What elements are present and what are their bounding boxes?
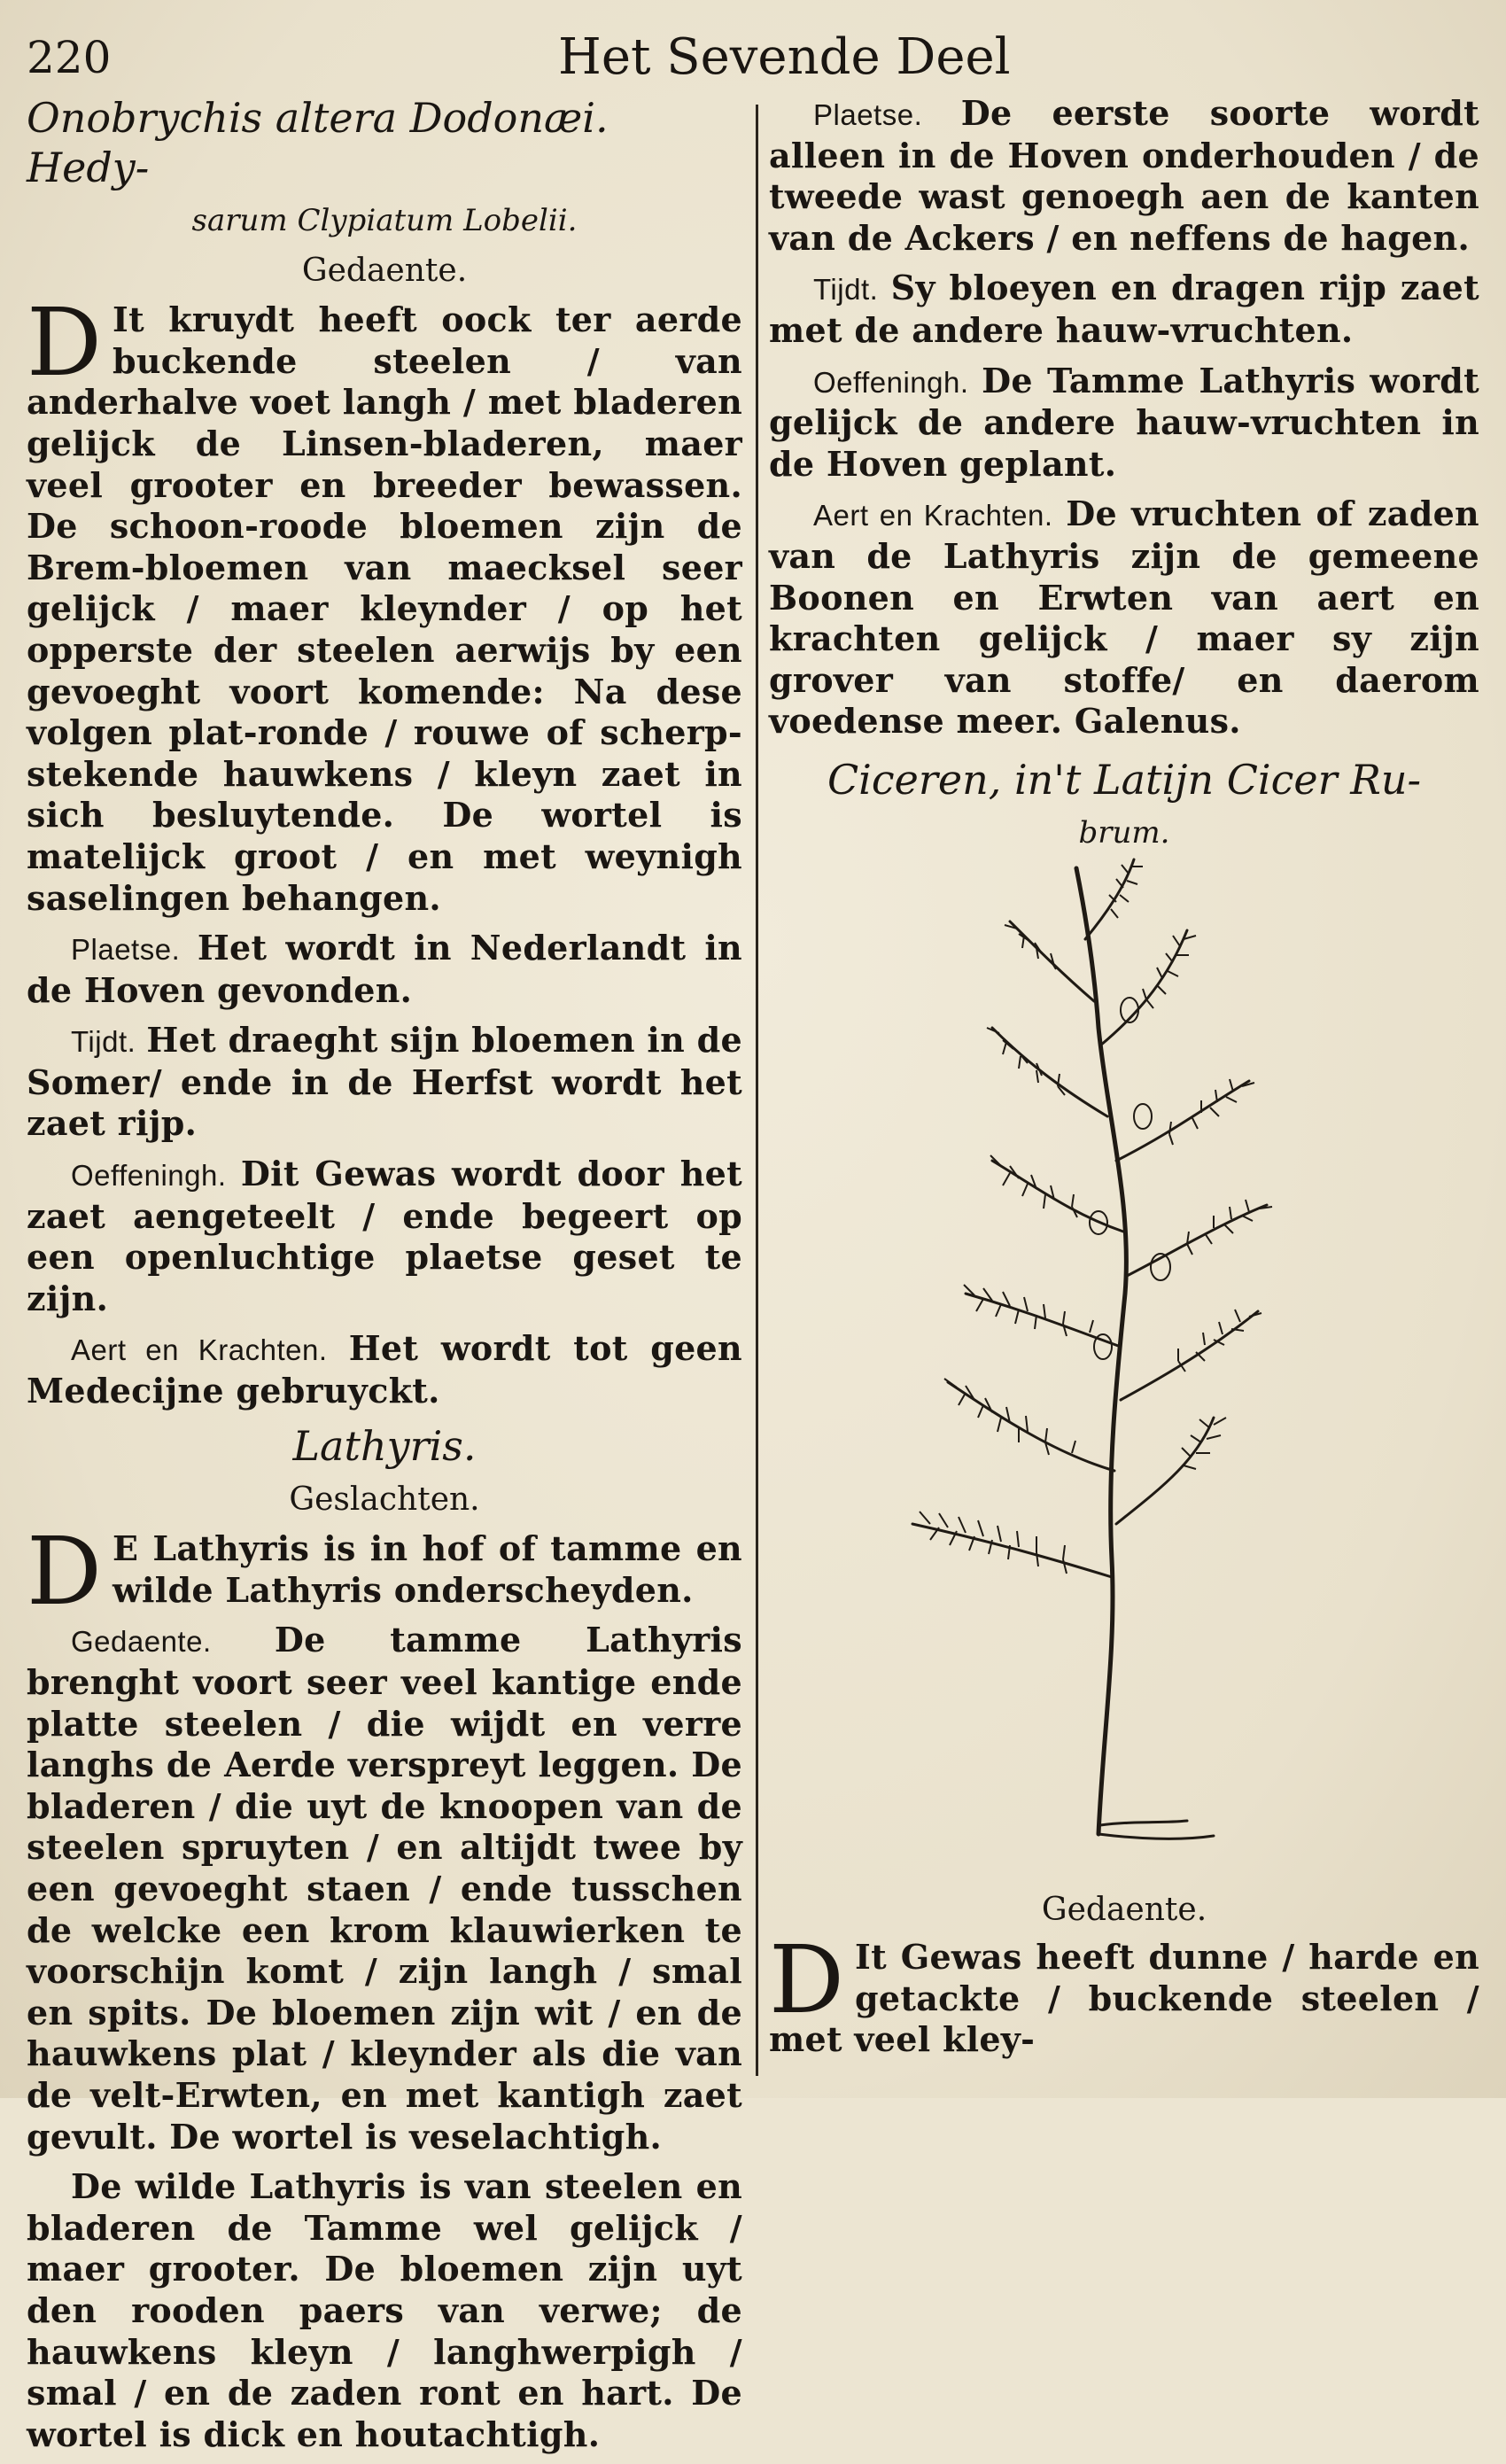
paragraph-tijdt-right: Tijdt. Sy bloeyen en dragen rijp zaet met de andere hauw-vruchten.: [769, 268, 1479, 350]
drop-cap: D: [27, 288, 102, 398]
paragraph-oeffeningh-right: Oeffeningh. De Tamme Lathyris wordt gelijck de andere hauw-vruchten in de Hoven geplant.: [769, 360, 1479, 484]
drop-cap: D: [769, 1925, 844, 2034]
paragraph-gedaente-ciceren: D It Gewas heeft dunne / harde en getackte / buckende steelen / met veel kley-: [769, 1925, 1479, 2060]
paragraph-plaetse-right: Plaetse. De eerste soorte wordt alleen in de Hoven onderhouden / de tweede wast genoegh aen de kanten van de Ackers / en neffens de hagen.: [769, 93, 1479, 258]
drop-cap: D: [27, 1517, 102, 1627]
column-divider: [756, 105, 758, 2076]
paragraph-wilde-lathyris: De wilde Lathyris is van steelen en bladeren de Tamme wel gelijck / maer grooter. De bloemen zijn uyt den rooden paers van verwe; de hauwkens kleyn / langhwerpigh / smal / en de zaden ront en hart. De wortel is dick en houtachtigh.: [27, 2166, 742, 2454]
paragraph-aert-right: Aert en Krachten. De vruchten of zaden van de Lathyris zijn de gemeene Boonen en Erwten van aert en krachten gelijck / maer sy zijn grover van stoffe/ en daerom voedense meer. Galenus.: [769, 494, 1479, 742]
left-column: [27, 93, 742, 2464]
running-title: Het Sevende Deel: [558, 28, 1011, 86]
paragraph-geslachten: D E Lathyris is in hof of tamme en wilde Lathyris onderscheyden.: [27, 1517, 742, 1627]
paragraph-plaetse: Plaetse. Het wordt in Nederlandt in de Hoven gevonden.: [27, 928, 742, 1010]
chickpea-plant-woodcut-icon: [895, 851, 1338, 1861]
right-column: [769, 93, 1479, 863]
entry-title-onobrychis: Onobrychis altera Dodonæi. Hedy-: [27, 94, 609, 191]
entry-subtitle-ciceren: brum.: [1078, 814, 1170, 851]
page-header: [0, 25, 1506, 96]
paragraph-gedaente-onobrychis: D It kruydt heeft oock ter aerde buckende steelen / van anderhalve voet langh / met bladeren gelijck de Linsen-bladeren, maer veel grooter en breeder bewassen. De schoon-roode bloemen zijn de Brem-bloemen van maecksel seer gelijck / maer kleynder / op het opperste der steelen aerwijs by een gevoeght voort komende: Na dese volgen plat-ronde / rouwe of scherp-stekende hauwkens / kleyn zaet in sich besluytende. De wortel is matelijck groot / en met weynigh saselingen behangen.: [27, 288, 742, 918]
paragraph-aert: Aert en Krachten. Het wordt tot geen Medecijne gebruyckt.: [27, 1328, 742, 1411]
page-number: 220: [27, 32, 112, 83]
paragraph-gedaente-lathyris: Gedaente. De tamme Lathyris brenght voort seer veel kantige ende platte steelen / die wijdt en verre langhs de Aerde verspreyt leggen. De bladeren / die uyt de knoopen van de steelen spruyten / en altijdt twee by een gevoeght staen / ende tusschen de welcke een krom klauwierken te voorschijn komt / zijn langh / smal en spits. De bloemen zijn wit / en de hauwkens plat / kleynder als die van de velt-Erwten, en met kantigh zaet gevult. De wortel is veselachtigh.: [27, 1620, 742, 2157]
paragraph-oeffeningh: Oeffeningh. Dit Gewas wordt door het zaet aengeteelt / ende begeert op een openluchtige plaetse geset te zijn.: [27, 1154, 742, 1318]
section-label-geslachten: Geslachten.: [289, 1481, 480, 1518]
entry-title-ciceren: Ciceren, in't Latijn Cicer Ru-: [827, 755, 1422, 804]
section-label-gedaente: Gedaente.: [301, 252, 468, 289]
entry-title-lathyris: Lathyris.: [292, 1421, 477, 1470]
paragraph-tijdt: Tijdt. Het draeght sijn bloemen in de Somer/ ende in de Herfst wordt het zaet rijp.: [27, 1020, 742, 1144]
plant-illustration: [895, 851, 1338, 1861]
entry-subtitle-onobrychis: sarum Clypiatum Lobelii.: [191, 203, 578, 238]
section-label-gedaente-ciceren: Gedaente.: [1041, 1892, 1207, 1928]
